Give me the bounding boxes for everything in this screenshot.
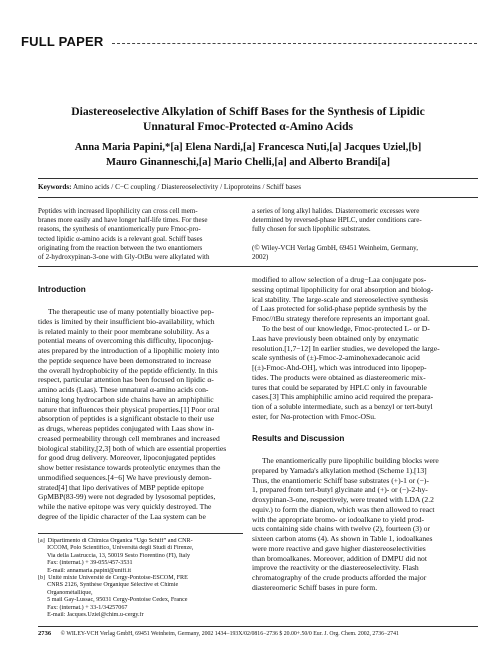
paper-title-line-2: Unnatural Fmoc-Protected α-Amino Acids [142, 120, 354, 133]
author-list [40, 141, 456, 170]
abstract-line: (© Wiley-VCH Verlag GmbH, 69451 Weinheim, Germany, [252, 243, 418, 252]
body-text-line: tion of a soluble intermediate, such as a benzyl or tert-butyl [252, 402, 433, 411]
page-footer [38, 630, 478, 638]
body-text-line: with the appropriate bromo- or iodoalkane to yield prod- [252, 514, 425, 524]
footnote-line: E-mail: Jacques.Uziel@chim.u-cergy.fr [38, 612, 144, 619]
header-dashed-rule [112, 43, 477, 44]
body-text-line: equiv.) to form the dianion, which was then allowed to react [252, 504, 435, 514]
results-body [252, 456, 478, 593]
body-text-line: nature that influences their physical properties.[1] Poor oral [38, 404, 220, 414]
results-heading: Results and Discussion [252, 434, 345, 443]
abstract-line: branes more easily and have longer half-life times. For these [38, 216, 208, 225]
body-text-line: prepared by Yamada's alkylation method (Scheme 1).[13] [252, 465, 427, 475]
body-text-line: droxypinan-3-one, respectively, were treated with LDA (2.2 [252, 495, 434, 504]
body-text-line: show better resistance towards proteolytic enzymes than the [38, 463, 221, 472]
body-text-line: the peptide sequence have been demonstrated to increase [38, 355, 212, 365]
abstract-bottom-rule [38, 266, 478, 267]
introduction-heading: Introduction [38, 285, 86, 294]
section-header-label: FULL PAPER [21, 34, 104, 49]
footnote-line: CNRS 2126, Synthèse Organique Sélective et Chimie [38, 582, 179, 589]
footnote-line: ICCOM, Polo Scientifico, Università degli Studi di Firenze, [38, 545, 194, 552]
keywords-line [38, 182, 478, 192]
body-text-line: the overall hydrophobicity of the peptide efficiently. In this [38, 365, 218, 375]
body-text-line: tides is limited by their insufficient bio-availability, which [38, 316, 215, 326]
body-text-line: creased permeability through cell membranes and increased [38, 433, 220, 443]
footnote-line: Fax: (internat.) + 33-1/34257067 [38, 604, 128, 611]
body-text-line: amino acids (Laas). These unnatural α-amino acids con- [38, 385, 209, 394]
body-text-line: Thus, the enantiomeric Schiff base substrates (+)-1 or (−)- [252, 475, 429, 485]
body-text-line: cases.[3] This amphiphilic amino acid required the prepara- [252, 392, 434, 402]
body-text-line: tides. The products were obtained as diastereomeric mix- [252, 372, 426, 382]
abstract-line: tected lipidic α-amino acids is a relevant goal. Schiff bases [38, 234, 203, 243]
footnote-line: [a] Dipartimento di Chimica Organica “Ugo Schiff” and CNR- [38, 538, 193, 544]
right-column-paragraph-2 [252, 324, 478, 422]
body-text-line: diastereomeric Schiff bases in pure form. [252, 582, 378, 592]
body-text-line: sessing optimal lipophilicity for oral absorption and biolog- [252, 284, 434, 294]
body-text-line: chromatography of the crude products afforded the major [252, 573, 427, 582]
body-text-line: absorption of peptides is a significant obstacle to their use [38, 414, 215, 424]
paper-title-line-1: Diastereoselective Alkylation of Schiff Bases for the Synthesis of Lipidic [71, 105, 425, 118]
body-text-line: Fmoc//tBu strategy therefore represents an important goal. [252, 314, 430, 323]
abstract-line: a series of long alkyl halides. Diastereomeric excesses were [252, 207, 420, 215]
abstract-line [252, 235, 478, 244]
keywords-bottom-rule [38, 197, 478, 198]
abstract-right-column [252, 207, 478, 262]
abstract-line: originating from the reaction between the two enantiomers [38, 243, 203, 252]
body-text-line: ates prepared by the introduction of a lipophilic moiety into [38, 346, 220, 355]
body-text-line: respect, particular attention has been focused on lipidic α- [38, 375, 214, 385]
footer-publication-info: © WILEY-VCH Verlag GmbH, 69451 Weinheim, Germany, 2002 1434−193X/02/0816−2736 $ 20.00+.50/0 Eur. J. Org. Chem. 2002, 2736−2741 [60, 631, 399, 637]
body-text-line: Laas have previously been obtained only by enzymatic [252, 333, 419, 343]
body-text-line: ucts containing side chains with twelve (2), fourteen (3) or [252, 524, 430, 534]
footnote-rule [38, 533, 243, 534]
body-text-line: ical stability. The large-scale and stereoselective synthesis [252, 294, 429, 304]
body-text-line: [(±)-Fmoc-Ahd-OH], which was introduced into lipopep- [252, 363, 427, 372]
paper-title [40, 104, 456, 134]
footer-rule [38, 626, 478, 627]
footnote-line: E-mail: annamaria.papini@unifi.it [38, 567, 132, 574]
footnote-line: [b] Unité mixte Université de Cergy-Pontoise-ESCOM, FRE [38, 575, 188, 582]
keywords-label: Keywords: [38, 183, 72, 191]
body-text-line: biological stability,[2,3] both of which are essential properties [38, 443, 227, 453]
introduction-body [38, 307, 248, 522]
footnote-line: Via della Lastruccia, 13, 50019 Sesto Fiorentino (FI), Italy [38, 552, 191, 559]
abstract-line: fully chosen for such lipophilic substrates. [252, 225, 371, 234]
keywords-top-rule [38, 178, 478, 179]
abstract-line: of 2-hydroxypinan-3-one with Gly-OtBu were alkylated with [38, 253, 210, 262]
body-text-line: sixteen carbon atoms (4). As shown in Table 1, iodoalkanes [252, 534, 433, 543]
body-text-line: modified to allow selection of a drug−Laa conjugate pos- [252, 275, 427, 284]
footnote-line: 5 mail Gay-Lussac, 95031 Cergy-Pontoise Cedex, France [38, 597, 188, 604]
body-text-line: while the native epitope was very quickly destroyed. The [38, 502, 212, 511]
body-text-line: for good drug delivery. Moreover, lipoconjugated peptides [38, 453, 216, 463]
abstract-line: 2002) [252, 253, 269, 262]
body-text-line: ester, for Nα-protection with Fmoc-OSu. [252, 411, 376, 421]
abstract-left-column [38, 207, 248, 262]
right-column-paragraph-1 [252, 275, 478, 324]
body-text-line: potential means of overcoming this difficulty, lipoconjug- [38, 336, 214, 346]
abstract-line: reasons, the synthesis of enantiomerically pure Fmoc-pro- [38, 225, 201, 234]
body-text-line: tures that could be separated by HPLC only in favourable [252, 382, 427, 392]
body-text-line: unmodified sequences.[4−6] We have previously demon- [38, 472, 212, 482]
body-text-line: is related mainly to their poor membrane solubility. As a [38, 326, 210, 336]
body-text-line: 1, prepared from tert-butyl glycinate and (+)- or (−)-2-hy- [252, 485, 428, 495]
abstract-line: Peptides with increased lipophilicity can cross cell mem- [38, 207, 198, 215]
affiliation-footnotes [38, 538, 243, 619]
keywords-text: Amino acids / C−C coupling / Diastereoselectivity / Lipoproteins / Schiff bases [72, 183, 302, 191]
body-text-line: improve the reactivity or the diastereoselectivity. Flash [252, 563, 419, 573]
body-text-line: strated[4] that lipo derivatives of MBP peptide epitope [38, 482, 204, 492]
body-text-line: degree of the lipidic character of the Laa system can be [38, 511, 206, 521]
body-text-line: as drugs, whereas peptides conjugated with Laas show in- [38, 424, 215, 433]
body-text-line: were more reactive and gave higher diastereoselectivities [252, 543, 426, 553]
author-line-1: Anna Maria Papini,*[a] Elena Nardi,[a] Francesca Nuti,[a] Jacques Uziel,[b] [74, 142, 422, 153]
body-text-line: scale synthesis of (±)-Fmoc-2-aminohexadecanoic acid [252, 353, 420, 363]
body-text-line: than bromoalkanes. Moreover, addition of DMPU did not [252, 553, 427, 563]
abstract-line: determined by reversed-phase HPLC, under conditions care- [252, 216, 422, 225]
page-number: 2736 [38, 630, 52, 637]
author-line-2: Mauro Ginanneschi,[a] Mario Chelli,[a] and Alberto Brandi[a] [105, 156, 391, 168]
body-text-line: The therapeutic use of many potentially bioactive pep- [48, 307, 214, 316]
footnote-line: Organométallique, [38, 589, 93, 596]
footnote-line: Fax: (internat.) + 39-055/457-3531 [38, 560, 133, 567]
body-text-line: resolution.[1,7−12] In earlier studies, we developed the large- [252, 343, 440, 353]
body-text-line: of Laas protected for solid-phase peptide synthesis by the [252, 304, 427, 314]
body-text-line: GpMBP(83-99) were not degraded by lysosomal peptides, [38, 492, 216, 502]
body-text-line: The enantiomerically pure lipophilic building blocks were [262, 456, 439, 465]
body-text-line: taining long hydrocarbon side chains have an amphiphilic [38, 394, 214, 404]
body-text-line: To the best of our knowledge, Fmoc-protected L- or D- [262, 324, 430, 333]
